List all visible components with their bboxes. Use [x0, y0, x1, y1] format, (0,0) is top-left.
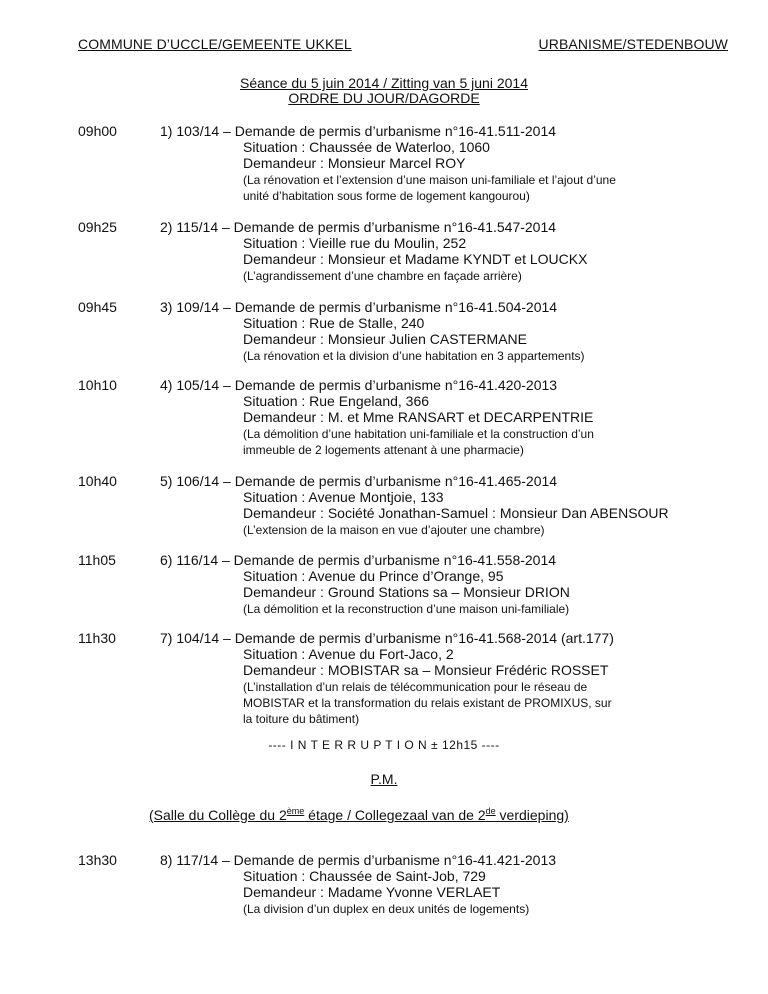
item-applicant: Demandeur : Monsieur Julien CASTERMANE [243, 331, 527, 347]
item-time: 13h30 [78, 852, 117, 868]
item-applicant: Demandeur : Ground Stations sa – Monsieur DRION [243, 584, 570, 600]
item-description: (L’installation d’un relais de télécommunication pour le réseau de MOBISTAR et la transformation du relais existant de PROMIXUS, sur la toiture du bâtiment) [243, 680, 612, 726]
item-time: 10h10 [78, 377, 117, 393]
item-description: (La division d’un duplex en deux unités de logements) [243, 902, 530, 916]
item-description: (La rénovation et l’extension d’une maison uni-familiale et l’ajout d’une unité d’habitation sous forme de logement kangourou) [243, 173, 616, 203]
item-description: (L’extension de la maison en vue d’ajouter une chambre) [243, 523, 545, 537]
item-description: (La démolition d’une habitation uni-familiale et la construction d’un immeuble de 2 logements attenant à une pharmacie) [243, 427, 594, 457]
item-title: 6) 116/14 – Demande de permis d’urbanisme n°16-41.558-2014 [160, 552, 557, 568]
room-note-part-3: verdieping) [495, 807, 569, 823]
item-description: (L’agrandissement d’une chambre en façade arrière) [243, 269, 522, 283]
item-title: 5) 106/14 – Demande de permis d’urbanisme n°16-41.465-2014 [160, 473, 558, 489]
item-situation: Situation : Avenue Montjoie, 133 [243, 489, 444, 505]
item-title: 2) 115/14 – Demande de permis d’urbanisme n°16-41.547-2014 [160, 219, 557, 235]
item-time: 09h00 [78, 123, 117, 139]
room-note-part-2: étage / Collegezaal van de 2 [304, 807, 486, 823]
item-title: 4) 105/14 – Demande de permis d’urbanisme n°16-41.420-2013 [160, 377, 558, 393]
item-description: (La rénovation et la division d’une habitation en 3 appartements) [243, 349, 585, 363]
item-applicant: Demandeur : M. et Mme RANSART et DECARPENTRIE [243, 409, 594, 425]
item-situation: Situation : Rue de Stalle, 240 [243, 315, 425, 331]
item-title: 1) 103/14 – Demande de permis d’urbanisme n°16-41.511-2014 [160, 123, 557, 139]
item-time: 09h25 [78, 219, 117, 235]
item-situation: Situation : Avenue du Fort-Jaco, 2 [243, 646, 454, 662]
item-title: 7) 104/14 – Demande de permis d’urbanisme n°16-41.568-2014 (art.177) [160, 630, 614, 646]
item-applicant: Demandeur : Société Jonathan-Samuel : Monsieur Dan ABENSOUR [243, 505, 669, 521]
agenda-title: ORDRE DU JOUR/DAGORDE [288, 90, 480, 106]
item-description: (La démolition et la reconstruction d’une maison uni-familiale) [243, 602, 570, 616]
item-situation: Situation : Chaussée de Waterloo, 1060 [243, 139, 490, 155]
header-department: URBANISME/STEDENBOUW [538, 36, 728, 52]
item-situation: Situation : Rue Engeland, 366 [243, 393, 430, 409]
item-applicant: Demandeur : Monsieur Marcel ROY [243, 155, 466, 171]
pm-heading: P.M. [370, 771, 398, 787]
item-time: 09h45 [78, 299, 117, 315]
item-title: 3) 109/14 – Demande de permis d’urbanisme n°16-41.504-2014 [160, 299, 558, 315]
room-note-superscript-1: ème [286, 806, 305, 816]
room-note-part-1: (Salle du Collège du 2 [149, 807, 287, 823]
item-situation: Situation : Avenue du Prince d’Orange, 95 [243, 568, 504, 584]
item-applicant: Demandeur : Madame Yvonne VERLAET [243, 884, 501, 900]
interruption-notice: ---- I N T E R R U P T I O N ± 12h15 ---- [268, 738, 500, 752]
item-title: 8) 117/14 – Demande de permis d’urbanisme n°16-41.421-2013 [160, 852, 557, 868]
item-time: 10h40 [78, 473, 117, 489]
item-time: 11h30 [78, 630, 116, 646]
session-date: Séance du 5 juin 2014 / Zitting van 5 juni 2014 [240, 75, 528, 91]
item-situation: Situation : Chaussée de Saint-Job, 729 [243, 868, 486, 884]
room-note-superscript-2: de [485, 806, 496, 816]
item-applicant: Demandeur : MOBISTAR sa – Monsieur Frédéric ROSSET [243, 662, 609, 678]
item-applicant: Demandeur : Monsieur et Madame KYNDT et LOUCKX [243, 251, 588, 267]
item-situation: Situation : Vieille rue du Moulin, 252 [243, 235, 467, 251]
item-time: 11h05 [78, 552, 116, 568]
room-note [149, 806, 569, 823]
header-commune: COMMUNE D’UCCLE/GEMEENTE UKKEL [78, 36, 352, 52]
